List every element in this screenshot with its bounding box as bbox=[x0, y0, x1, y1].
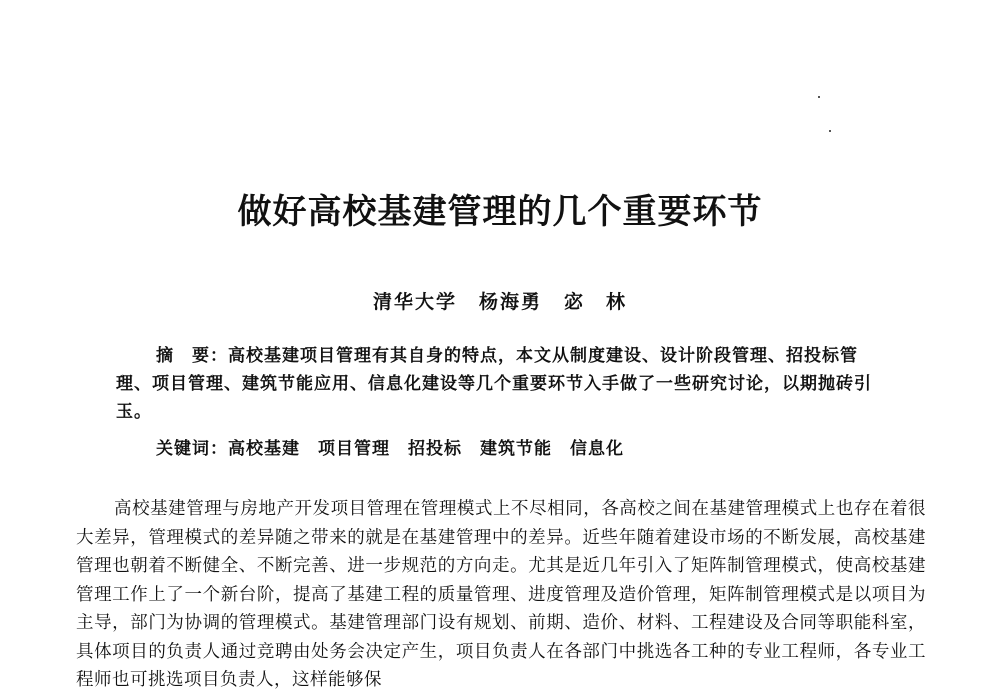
keyword: 建筑节能 bbox=[480, 439, 552, 459]
abstract-label: 摘 要 bbox=[156, 346, 210, 366]
affiliation: 清华大学 bbox=[372, 291, 457, 313]
body-paragraph-text: 高校基建管理与房地产开发项目管理在管理模式上不尽相同，各高校之间在基建管理模式上也存在着很大差异，管理模式的差异随之带来的就是在基建管理中的差异。近些年随着建设市场的不断发展，高校基建管理也朝着不断健全、不断完善、进一步规范的方向走。尤其是近几年引入了矩阵制管理模式，使高校基建管理工作上了一个新台阶，提高了基建工程的质量管理、进度管理及造价管理，矩阵制管理模式是以项目为主导，部门为协调的管理模式。基建管理部门设有规划、前期、造价、材料、工程建设及合同等职能科室，具体项目的负责人通过竞聘由处务会决定产生，项目负责人在各部门中挑选各工种的专业工程师，各专业工程师也可挑选项目负责人，这样能够保 bbox=[76, 499, 926, 690]
abstract: 摘 要：高校基建项目管理有其自身的特点，本文从制度建设、设计阶段管理、招投标管理、项目管理、建筑节能应用、信息化建设等几个重要环节入手做了一些研究讨论，以期抛砖引玉。 bbox=[116, 346, 872, 422]
abstract-text: 高校基建项目管理有其自身的特点，本文从制度建设、设计阶段管理、招投标管理、项目管理、建筑节能应用、信息化建设等几个重要环节入手做了一些研究讨论，以期抛砖引玉。 bbox=[116, 346, 872, 422]
keywords: 关键词：高校基建 项目管理 招投标 建筑节能 信息化 bbox=[156, 434, 642, 459]
keyword: 高校基建 bbox=[228, 439, 300, 459]
author-name: 宓 林 bbox=[564, 291, 628, 313]
keywords-label: 关键词 bbox=[156, 439, 210, 459]
paper-title: 做好高校基建管理的几个重要环节 bbox=[237, 192, 763, 232]
scan-speck bbox=[829, 130, 831, 132]
author-line bbox=[0, 287, 1000, 314]
keyword: 项目管理 bbox=[318, 439, 390, 459]
author-name: 杨海勇 bbox=[478, 291, 542, 313]
keyword: 招投标 bbox=[408, 439, 462, 459]
scan-speck bbox=[818, 96, 820, 98]
keyword: 信息化 bbox=[570, 439, 624, 459]
body-paragraph bbox=[76, 495, 926, 690]
